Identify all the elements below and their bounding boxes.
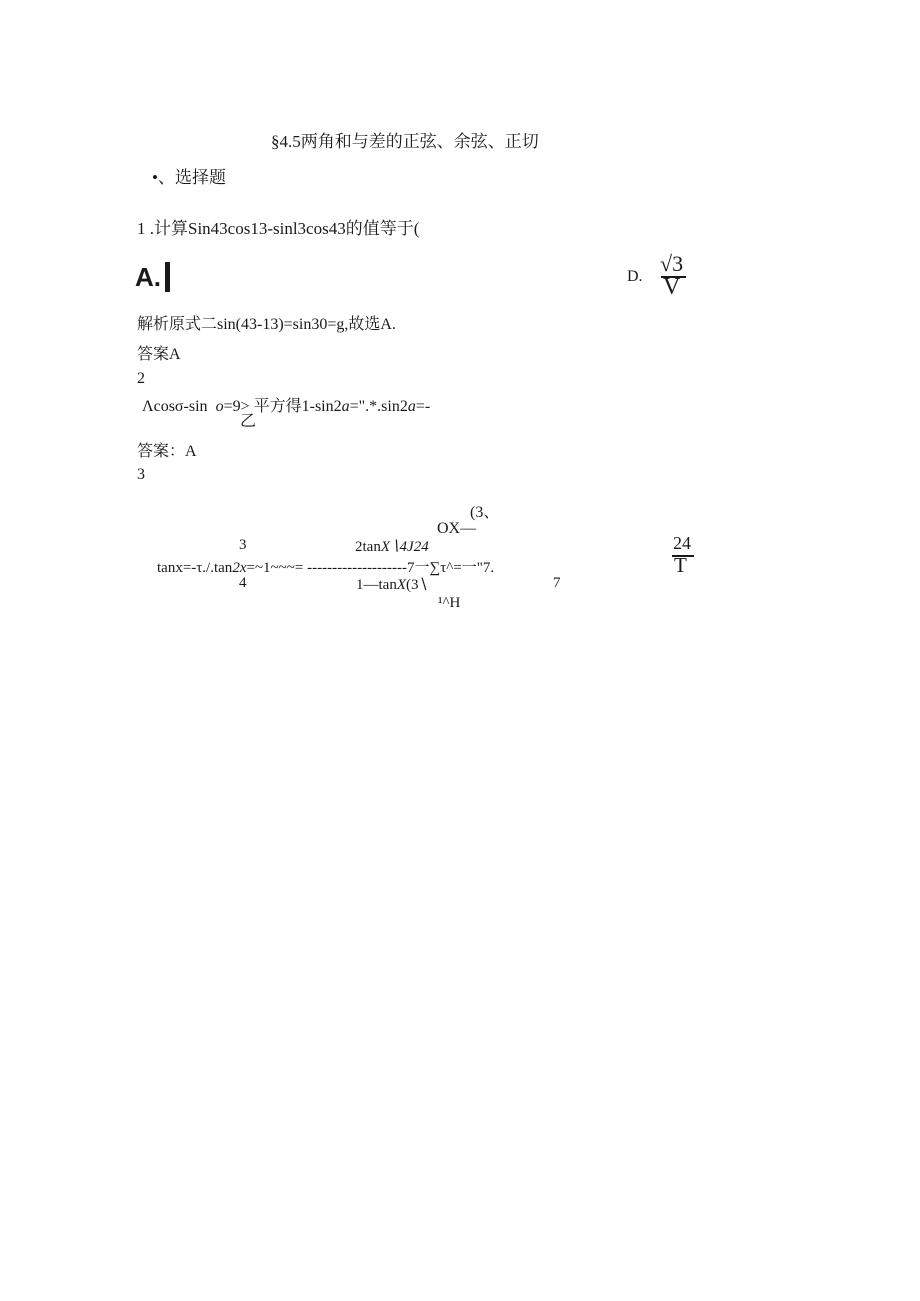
q2-part-e: > 平方得1-sin2 (240, 398, 342, 415)
question-1-analysis: 解析原式二sin(43-13)=sin30=g,故选A. (137, 316, 396, 333)
q3-dashes: --------------------7一∑τ^=一"7. (307, 560, 495, 576)
page-title: §4.5两角和与差的正弦、余弦、正切 (271, 132, 539, 151)
question-1-option-a (135, 262, 170, 293)
q3-frac2-num-c: ∖4J24 (390, 539, 429, 555)
question-2-answer: 答案：A (137, 443, 197, 460)
q3-main-mid: =~1~~~= (246, 560, 304, 576)
q2-part-d: 乙 (240, 413, 257, 430)
q3-frac2-denominator (356, 575, 428, 594)
q3-top-paren: (3、 (470, 504, 500, 521)
q3-frac1-numerator: 3 (239, 537, 247, 553)
question-2-solution (142, 393, 430, 416)
q3-frac2-den-a: 1—tan (356, 577, 397, 593)
q3-bottom: ¹^H (438, 595, 461, 611)
q2-part-h: a (407, 398, 416, 415)
section-heading: •、选择题 (152, 168, 226, 187)
q2-part-f: a (341, 398, 350, 415)
q3-top-ox: OX— (437, 520, 477, 537)
q2-part-g: =".*.sin2 (349, 398, 408, 415)
q3-frac2-numerator (355, 537, 429, 556)
q3-frac2-num-a: 2tan (355, 539, 381, 555)
q3-main-2x: 2x (232, 560, 247, 576)
question-1-answer: 答案A (137, 346, 181, 363)
q3-main-line (157, 556, 494, 577)
option-d-label: D. (627, 268, 643, 285)
option-a-label: A. (135, 262, 161, 292)
q2-part-i: =- (415, 398, 431, 415)
q2-part-a: Λcosσ-sin (142, 398, 208, 415)
q3-frac2-den-b: X (396, 577, 406, 593)
question-3-number: 3 (137, 466, 145, 483)
q3-frac1-denominator: 4 (239, 575, 247, 591)
option-d-denominator: V (663, 274, 681, 300)
q3-result-numerator: 24 (673, 533, 691, 553)
option-d-numerator: √3 (660, 251, 684, 276)
q3-frac2-num-b: X (380, 539, 390, 555)
q3-frac2-den-c: (3∖ (406, 577, 429, 593)
option-a-bar (165, 262, 170, 292)
q2-part-c: =9 (223, 398, 241, 415)
q3-frac3-denominator: 7 (553, 575, 561, 591)
question-1-stem: 1 .计算Sin43cos13-sinl3cos43的值等于( (137, 219, 420, 238)
question-2-number: 2 (137, 370, 145, 387)
q2-part-b: o (215, 398, 224, 415)
q3-main-left: tanx=-τ./.tan (157, 560, 233, 576)
q3-result-denominator: T (674, 553, 687, 577)
